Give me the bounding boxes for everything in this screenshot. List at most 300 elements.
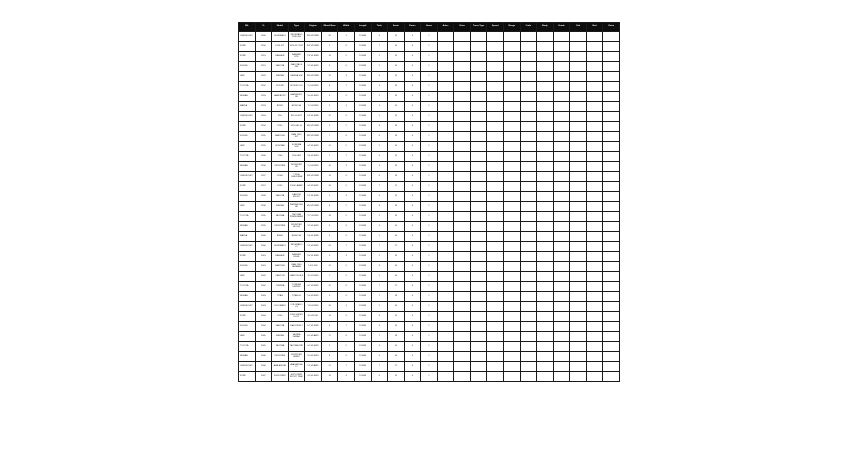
table-cell: [454, 122, 471, 132]
table-cell: [520, 52, 537, 62]
table-cell: 7: [338, 152, 355, 162]
table-cell: [504, 212, 521, 222]
column-header: Axles: [437, 23, 454, 32]
table-cell: 6: [371, 342, 388, 352]
table-cell: 2001: [255, 252, 272, 262]
table-cell: 2000: [255, 242, 272, 252]
table-cell: [504, 252, 521, 262]
table-cell: 123456: [354, 142, 371, 152]
table-cell: 4: [404, 182, 421, 192]
table-cell: [454, 252, 471, 262]
table-cell: [570, 152, 587, 162]
table-cell: [553, 112, 570, 122]
table-cell: [603, 232, 620, 242]
table-cell: [454, 352, 471, 362]
table-cell: FRONTIER SE 4X4: [288, 222, 305, 232]
table-cell: 2006: [255, 362, 272, 372]
table-cell: [470, 232, 487, 242]
table-cell: CHEVROLET: [239, 32, 256, 42]
table-cell: [487, 102, 504, 112]
table-cell: 6.0 V8 AWD: [305, 332, 322, 342]
table-cell: 12: [388, 102, 405, 112]
table-cell: 123456: [354, 272, 371, 282]
table-cell: 123456: [354, 202, 371, 212]
table-cell: 7: [321, 272, 338, 282]
table-cell: [520, 222, 537, 232]
table-cell: 1: [421, 62, 438, 72]
table-cell: 17: [388, 242, 405, 252]
column-header: Extra: [603, 23, 620, 32]
table-cell: [504, 62, 521, 72]
table-cell: 5: [371, 212, 388, 222]
table-cell: 123456: [354, 192, 371, 202]
table-cell: 123456: [354, 52, 371, 62]
table-cell: [487, 352, 504, 362]
table-cell: [454, 52, 471, 62]
table-cell: [537, 262, 554, 272]
table-cell: [537, 152, 554, 162]
table-cell: 6: [371, 352, 388, 362]
table-cell: [537, 182, 554, 192]
table-cell: [520, 162, 537, 172]
table-cell: FRONTIER: [272, 352, 289, 362]
table-cell: 7: [371, 182, 388, 192]
table-cell: [586, 222, 603, 232]
table-cell: 5.2 V8 RWD: [305, 192, 322, 202]
table-cell: [504, 142, 521, 152]
table-cell: [586, 162, 603, 172]
table-cell: [487, 182, 504, 192]
table-cell: [553, 332, 570, 342]
column-header: Engine: [305, 23, 322, 32]
table-cell: 18: [388, 202, 405, 212]
table-cell: [470, 362, 487, 372]
table-cell: [570, 302, 587, 312]
table-cell: [520, 262, 537, 272]
table-cell: PICKUP: [272, 82, 289, 92]
table-cell: 6: [371, 132, 388, 142]
table-cell: 7: [338, 322, 355, 332]
table-cell: 12: [321, 112, 338, 122]
table-cell: 5: [371, 142, 388, 152]
table-cell: [520, 182, 537, 192]
table-cell: 15: [388, 32, 405, 42]
table-cell: 1994: [255, 122, 272, 132]
table-cell: 123456: [354, 352, 371, 362]
table-cell: 5: [371, 52, 388, 62]
table-cell: [487, 152, 504, 162]
table-cell: 2003: [255, 302, 272, 312]
table-cell: 8: [338, 282, 355, 292]
data-sheet: [238, 22, 620, 424]
table-cell: [553, 282, 570, 292]
table-cell: [570, 292, 587, 302]
table-cell: 4: [404, 362, 421, 372]
table-cell: [504, 112, 521, 122]
table-cell: [487, 122, 504, 132]
table-cell: [470, 332, 487, 342]
table-cell: [487, 42, 504, 52]
table-body: [239, 32, 620, 382]
table-cell: [603, 242, 620, 252]
table-cell: SIERRA DENALI: [288, 332, 305, 342]
table-cell: [437, 222, 454, 232]
table-cell: 2: [338, 122, 355, 132]
table-cell: [520, 362, 537, 372]
table-cell: 1: [421, 122, 438, 132]
table-cell: [487, 302, 504, 312]
table-cell: 2000: [255, 232, 272, 242]
table-cell: 6: [338, 292, 355, 302]
table-cell: DAKOTA: [272, 62, 289, 72]
table-cell: [454, 62, 471, 72]
table-cell: [586, 42, 603, 52]
table-cell: [454, 112, 471, 122]
table-cell: [504, 82, 521, 92]
table-cell: 9: [338, 262, 355, 272]
table-cell: 6: [371, 322, 388, 332]
table-cell: TITAN: [272, 292, 289, 302]
table-cell: 8: [338, 42, 355, 52]
table-cell: 13: [388, 302, 405, 312]
table-cell: [437, 372, 454, 382]
table-cell: [570, 52, 587, 62]
table-cell: DODGE: [239, 132, 256, 142]
table-cell: 13: [321, 172, 338, 182]
table-cell: [537, 352, 554, 362]
table-cell: PICKUP DLX: [288, 82, 305, 92]
table-cell: [586, 342, 603, 352]
table-cell: [586, 232, 603, 242]
table-cell: 3.0 V6 RWD: [305, 252, 322, 262]
table-cell: [520, 132, 537, 142]
table-cell: [586, 372, 603, 382]
table-cell: 12: [321, 262, 338, 272]
table-cell: 4: [404, 332, 421, 342]
table-cell: 8: [371, 122, 388, 132]
table-cell: [487, 242, 504, 252]
table-row: [239, 302, 620, 312]
table-cell: 123456: [354, 322, 371, 332]
table-cell: 1991: [255, 52, 272, 62]
table-cell: 123456: [354, 342, 371, 352]
table-cell: [570, 32, 587, 42]
table-cell: 8: [371, 262, 388, 272]
table-cell: RAM 2500 LARAMIE: [288, 262, 305, 272]
table-cell: GMC: [239, 142, 256, 152]
table-cell: RANGER: [272, 252, 289, 262]
table-cell: 15: [388, 322, 405, 332]
table-cell: 6: [338, 352, 355, 362]
table-cell: [553, 152, 570, 162]
table-cell: [586, 152, 603, 162]
table-cell: [454, 212, 471, 222]
table-cell: [470, 82, 487, 92]
table-cell: [454, 272, 471, 282]
table-cell: 123456: [354, 292, 371, 302]
table-cell: [470, 162, 487, 172]
table-cell: [437, 212, 454, 222]
table-cell: [603, 252, 620, 262]
table-cell: 9: [338, 182, 355, 192]
table-cell: DAKOTA: [272, 322, 289, 332]
table-cell: DODGE: [239, 262, 256, 272]
table-cell: [520, 372, 537, 382]
table-cell: [553, 352, 570, 362]
table-cell: RAM 1500: [272, 132, 289, 142]
table-cell: [553, 222, 570, 232]
table-cell: [504, 332, 521, 342]
table-cell: [537, 142, 554, 152]
table-cell: TOYOTA: [239, 82, 256, 92]
table-cell: 123456: [354, 242, 371, 252]
table-cell: [586, 332, 603, 342]
table-cell: TACOMA: [272, 342, 289, 352]
table-cell: [553, 162, 570, 172]
table-cell: 16: [388, 132, 405, 142]
table-cell: 7: [338, 82, 355, 92]
table-cell: 7: [371, 282, 388, 292]
table-cell: 123456: [354, 362, 371, 372]
table-cell: [437, 332, 454, 342]
table-cell: 4: [404, 112, 421, 122]
table-cell: 4: [404, 42, 421, 52]
table-cell: [537, 52, 554, 62]
table-cell: C1500 CHEYENNE: [288, 172, 305, 182]
table-cell: DODGE: [239, 322, 256, 332]
table-cell: [454, 242, 471, 252]
table-cell: GMC: [239, 272, 256, 282]
table-cell: [603, 222, 620, 232]
table-cell: 5: [321, 342, 338, 352]
column-header: Bed: [586, 23, 603, 32]
table-cell: [520, 342, 537, 352]
table-cell: TOYOTA: [239, 282, 256, 292]
table-cell: 18: [388, 122, 405, 132]
table-cell: HARDBODY SE: [288, 92, 305, 102]
table-cell: 1: [421, 192, 438, 202]
table-cell: 4.7 V8 RWD: [305, 322, 322, 332]
table-cell: 18: [321, 212, 338, 222]
table-cell: 3.0 V6 4WD: [305, 92, 322, 102]
table-cell: [553, 172, 570, 182]
table-cell: [437, 62, 454, 72]
column-header: Code: [520, 23, 537, 32]
table-cell: [603, 212, 620, 222]
table-row: [239, 332, 620, 342]
table-cell: COLORADO: [272, 302, 289, 312]
table-cell: 1: [421, 262, 438, 272]
table-row: [239, 162, 620, 172]
table-cell: 4: [404, 282, 421, 292]
table-row: [239, 262, 620, 272]
table-cell: 3: [338, 72, 355, 82]
table-cell: 4: [404, 152, 421, 162]
table-cell: [520, 252, 537, 262]
table-cell: 6: [371, 372, 388, 382]
table-cell: [454, 82, 471, 92]
table-cell: [603, 322, 620, 332]
table-cell: 13: [321, 372, 338, 382]
table-cell: 1: [421, 332, 438, 342]
table-cell: 7: [371, 242, 388, 252]
table-row: [239, 152, 620, 162]
table-cell: [586, 62, 603, 72]
column-header: Cab: [570, 23, 587, 32]
table-cell: [570, 232, 587, 242]
table-cell: [553, 72, 570, 82]
table-cell: [603, 172, 620, 182]
table-cell: [603, 262, 620, 272]
table-row: [239, 322, 620, 332]
table-cell: 3.0 V6 RWD: [305, 232, 322, 242]
table-cell: 1: [421, 82, 438, 92]
table-cell: 14: [388, 142, 405, 152]
table-cell: 8: [371, 312, 388, 322]
table-cell: 6: [338, 232, 355, 242]
table-row: [239, 352, 620, 362]
table-cell: 5: [371, 272, 388, 282]
table-cell: 3.3 V6 4WD: [305, 222, 322, 232]
table-cell: [454, 292, 471, 302]
table-cell: [437, 232, 454, 242]
table-cell: 4: [404, 202, 421, 212]
table-cell: 1: [421, 222, 438, 232]
table-cell: [586, 142, 603, 152]
table-cell: 2.2 I4 RWD: [305, 102, 322, 112]
table-cell: NISSAN: [239, 162, 256, 172]
table-cell: [520, 102, 537, 112]
table-cell: F250 HD XL: [288, 122, 305, 132]
table-cell: 7: [338, 242, 355, 252]
column-header: Length: [354, 23, 371, 32]
table-cell: 4: [404, 122, 421, 132]
table-cell: 4: [404, 32, 421, 42]
table-cell: 1: [421, 112, 438, 122]
table-cell: [553, 62, 570, 72]
table-cell: [487, 52, 504, 62]
table-cell: [487, 262, 504, 272]
table-cell: 4: [404, 342, 421, 352]
table-cell: CANYON SLE: [288, 272, 305, 282]
table-cell: 318 V8 RWD: [305, 132, 322, 142]
table-cell: [537, 302, 554, 312]
table-cell: 8: [338, 222, 355, 232]
table-cell: [586, 212, 603, 222]
table-cell: 3: [321, 292, 338, 302]
table-cell: TITAN LE: [288, 292, 305, 302]
column-header: Trans Type: [470, 23, 487, 32]
table-cell: 5: [371, 302, 388, 312]
table-cell: [487, 312, 504, 322]
table-cell: 18: [388, 332, 405, 342]
table-cell: [454, 282, 471, 292]
table-cell: F250: [272, 122, 289, 132]
table-cell: B2200 SE: [288, 102, 305, 112]
table-cell: [470, 372, 487, 382]
table-cell: 14: [388, 272, 405, 282]
table-cell: 14: [321, 312, 338, 322]
table-row: [239, 82, 620, 92]
table-cell: 17: [388, 182, 405, 192]
table-cell: 123456: [354, 222, 371, 232]
table-cell: [487, 322, 504, 332]
table-cell: 4.0 V6 4WD: [305, 342, 322, 352]
table-cell: [603, 312, 620, 322]
table-cell: 4: [338, 192, 355, 202]
table-cell: 2.4 I4 RWD: [305, 82, 322, 92]
table-cell: [454, 162, 471, 172]
table-cell: EXPLORER: [272, 372, 289, 382]
table-cell: 6: [321, 322, 338, 332]
table-cell: 17: [321, 332, 338, 342]
table-cell: [520, 62, 537, 72]
table-cell: [586, 132, 603, 142]
table-cell: [553, 92, 570, 102]
table-cell: DODGE: [239, 192, 256, 202]
table-cell: [470, 182, 487, 192]
table-cell: 1: [421, 52, 438, 62]
table-cell: [470, 172, 487, 182]
table-row: [239, 92, 620, 102]
table-cell: [504, 362, 521, 372]
table-cell: [603, 302, 620, 312]
table-cell: 6: [371, 152, 388, 162]
table-cell: [520, 332, 537, 342]
table-cell: 4: [404, 292, 421, 302]
table-cell: 1992: [255, 82, 272, 92]
table-cell: [603, 282, 620, 292]
table-cell: 5.3 V8 AWD: [305, 362, 322, 372]
table-cell: 123456: [354, 232, 371, 242]
table-cell: [603, 42, 620, 52]
table-cell: [520, 352, 537, 362]
table-cell: [437, 142, 454, 152]
table-cell: 5: [338, 142, 355, 152]
table-cell: [586, 302, 603, 312]
table-cell: [437, 112, 454, 122]
table-cell: F150: [272, 182, 289, 192]
table-cell: 13: [388, 72, 405, 82]
table-cell: 1: [421, 322, 438, 332]
table-cell: 123456: [354, 32, 371, 42]
table-cell: 4: [404, 212, 421, 222]
table-cell: [487, 282, 504, 292]
table-cell: [454, 142, 471, 152]
table-cell: [586, 262, 603, 272]
table-cell: [553, 32, 570, 42]
table-row: [239, 362, 620, 372]
table-cell: [487, 222, 504, 232]
table-cell: 1: [421, 72, 438, 82]
table-cell: [520, 32, 537, 42]
table-cell: [437, 102, 454, 112]
table-cell: 123456: [354, 112, 371, 122]
table-cell: [470, 142, 487, 152]
table-cell: 4: [371, 82, 388, 92]
table-cell: [504, 32, 521, 42]
table-cell: [570, 92, 587, 102]
table-cell: [437, 132, 454, 142]
table-cell: [520, 152, 537, 162]
table-cell: RANGER EDGE: [288, 252, 305, 262]
data-table: [238, 22, 620, 382]
table-cell: [470, 352, 487, 362]
table-cell: [603, 372, 620, 382]
table-cell: T100 SR5: [288, 152, 305, 162]
table-cell: [570, 142, 587, 152]
table-cell: 305 V8 RWD: [305, 172, 322, 182]
